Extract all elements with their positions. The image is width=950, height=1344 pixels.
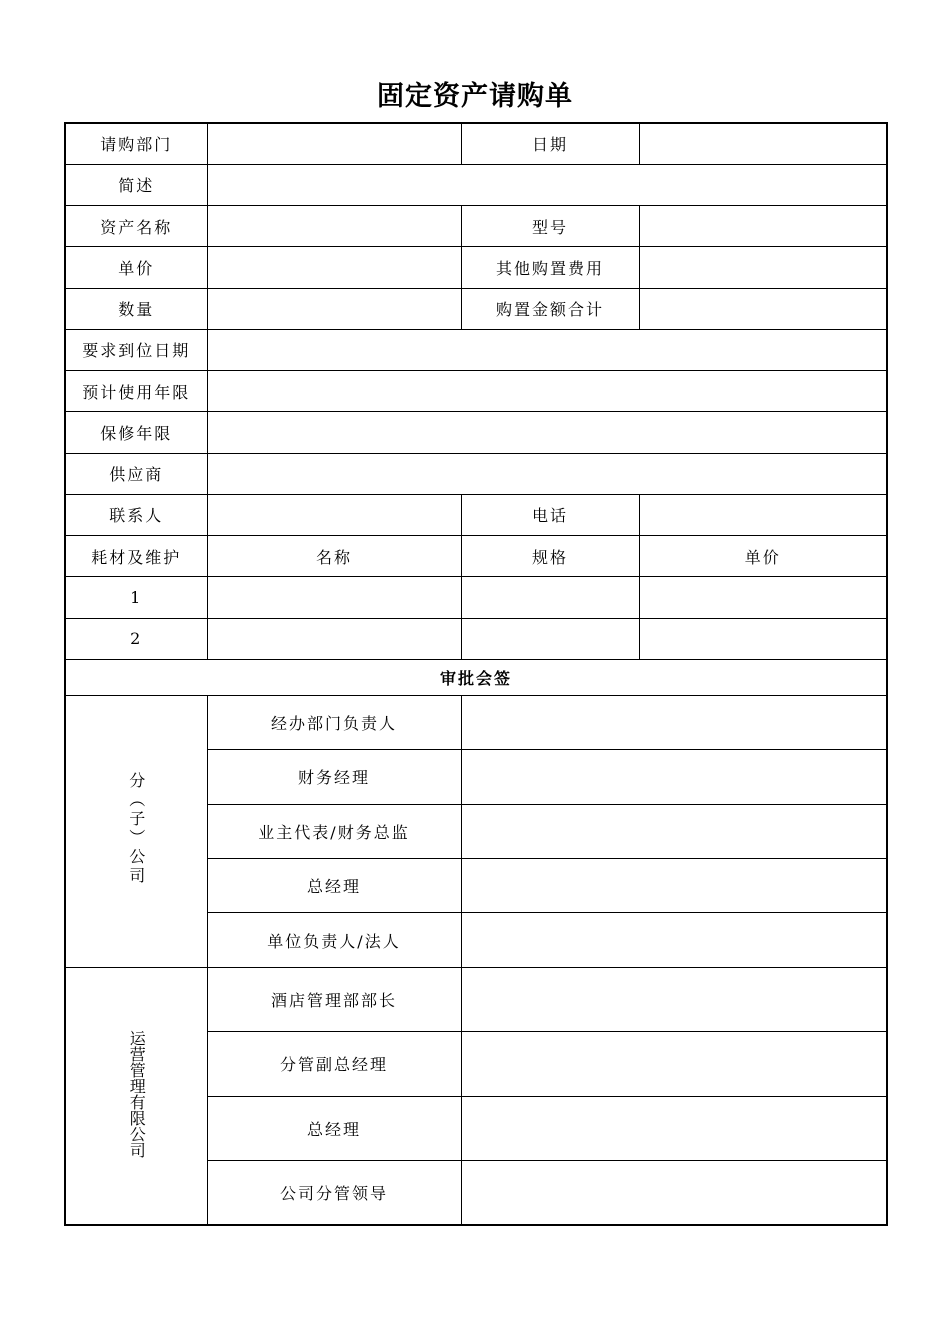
signature-cell[interactable]: [461, 1096, 887, 1160]
warranty-value-cell[interactable]: [207, 412, 887, 453]
approval-role: 酒店管理部部长: [207, 967, 461, 1031]
supplier-value-cell[interactable]: [207, 453, 887, 494]
phone-value-cell[interactable]: [639, 494, 887, 535]
consumables-row-number: 1: [65, 577, 207, 618]
row-expected-life: [65, 371, 887, 412]
label-summary: 简述: [65, 164, 207, 205]
label-consumables: 耗材及维护: [65, 536, 207, 577]
consumables-col-name: 名称: [207, 536, 461, 577]
row-contact-phone: [65, 494, 887, 535]
consumables-price-cell[interactable]: [639, 577, 887, 618]
label-other-fees: 其他购置费用: [461, 247, 639, 288]
approval-role: 经办部门负责人: [207, 695, 461, 749]
consumables-col-spec: 规格: [461, 536, 639, 577]
label-quantity: 数量: [65, 288, 207, 329]
label-phone: 电话: [461, 494, 639, 535]
row-price-fees: [65, 247, 887, 288]
label-supplier: 供应商: [65, 453, 207, 494]
label-contact: 联系人: [65, 494, 207, 535]
row-summary: [65, 164, 887, 205]
approval-role: 总经理: [207, 859, 461, 913]
label-total: 购置金额合计: [461, 288, 639, 329]
row-qty-total: [65, 288, 887, 329]
signature-cell[interactable]: [461, 967, 887, 1031]
ops-company-label: 运营管理有限公司: [127, 1029, 147, 1158]
approval-role: 单位负责人/法人: [207, 913, 461, 967]
quantity-value-cell[interactable]: [207, 288, 461, 329]
contact-value-cell[interactable]: [207, 494, 461, 535]
approval-role: 分管副总经理: [207, 1032, 461, 1096]
consumables-row: [65, 577, 887, 618]
signature-cell[interactable]: [461, 913, 887, 967]
label-unit-price: 单价: [65, 247, 207, 288]
approval-role: 公司分管领导: [207, 1160, 461, 1225]
approval-role: 业主代表/财务总监: [207, 804, 461, 858]
approval-header-row: [65, 659, 887, 695]
approval-role: 总经理: [207, 1096, 461, 1160]
signature-cell[interactable]: [461, 695, 887, 749]
approval-role: 财务经理: [207, 750, 461, 804]
consumables-row-number: 2: [65, 618, 207, 659]
row-dept-date: [65, 123, 887, 164]
label-warranty: 保修年限: [65, 412, 207, 453]
consumables-name-cell[interactable]: [207, 618, 461, 659]
signature-cell[interactable]: [461, 750, 887, 804]
signature-cell[interactable]: [461, 804, 887, 858]
approval-row: [65, 695, 887, 749]
date-value-cell[interactable]: [639, 123, 887, 164]
label-required-date: 要求到位日期: [65, 329, 207, 370]
label-date: 日期: [461, 123, 639, 164]
row-supplier: [65, 453, 887, 494]
consumables-spec-cell[interactable]: [461, 618, 639, 659]
required-date-value-cell[interactable]: [207, 329, 887, 370]
signature-cell[interactable]: [461, 859, 887, 913]
row-warranty: [65, 412, 887, 453]
model-value-cell[interactable]: [639, 206, 887, 247]
expected-life-value-cell[interactable]: [207, 371, 887, 412]
label-model: 型号: [461, 206, 639, 247]
signature-cell[interactable]: [461, 1032, 887, 1096]
label-expected-life: 预计使用年限: [65, 371, 207, 412]
ops-company-label-cell: [65, 967, 207, 1225]
row-asset-model: [65, 206, 887, 247]
approval-row: [65, 967, 887, 1031]
unit-price-value-cell[interactable]: [207, 247, 461, 288]
branch-company-label: 分（子）公司: [126, 772, 146, 887]
label-dept: 请购部门: [65, 123, 207, 164]
total-value-cell[interactable]: [639, 288, 887, 329]
dept-value-cell[interactable]: [207, 123, 461, 164]
consumables-price-cell[interactable]: [639, 618, 887, 659]
purchase-request-form: [64, 122, 888, 1226]
other-fees-value-cell[interactable]: [639, 247, 887, 288]
row-required-date: [65, 329, 887, 370]
form-title: 固定资产请购单: [377, 81, 573, 112]
label-asset-name: 资产名称: [65, 206, 207, 247]
consumables-row: [65, 618, 887, 659]
approval-header: 审批会签: [65, 659, 887, 695]
asset-name-value-cell[interactable]: [207, 206, 461, 247]
row-consumables-header: [65, 536, 887, 577]
consumables-col-price: 单价: [639, 536, 887, 577]
consumables-name-cell[interactable]: [207, 577, 461, 618]
summary-value-cell[interactable]: [207, 164, 887, 205]
branch-company-label-cell: [65, 695, 207, 967]
signature-cell[interactable]: [461, 1160, 887, 1225]
consumables-spec-cell[interactable]: [461, 577, 639, 618]
